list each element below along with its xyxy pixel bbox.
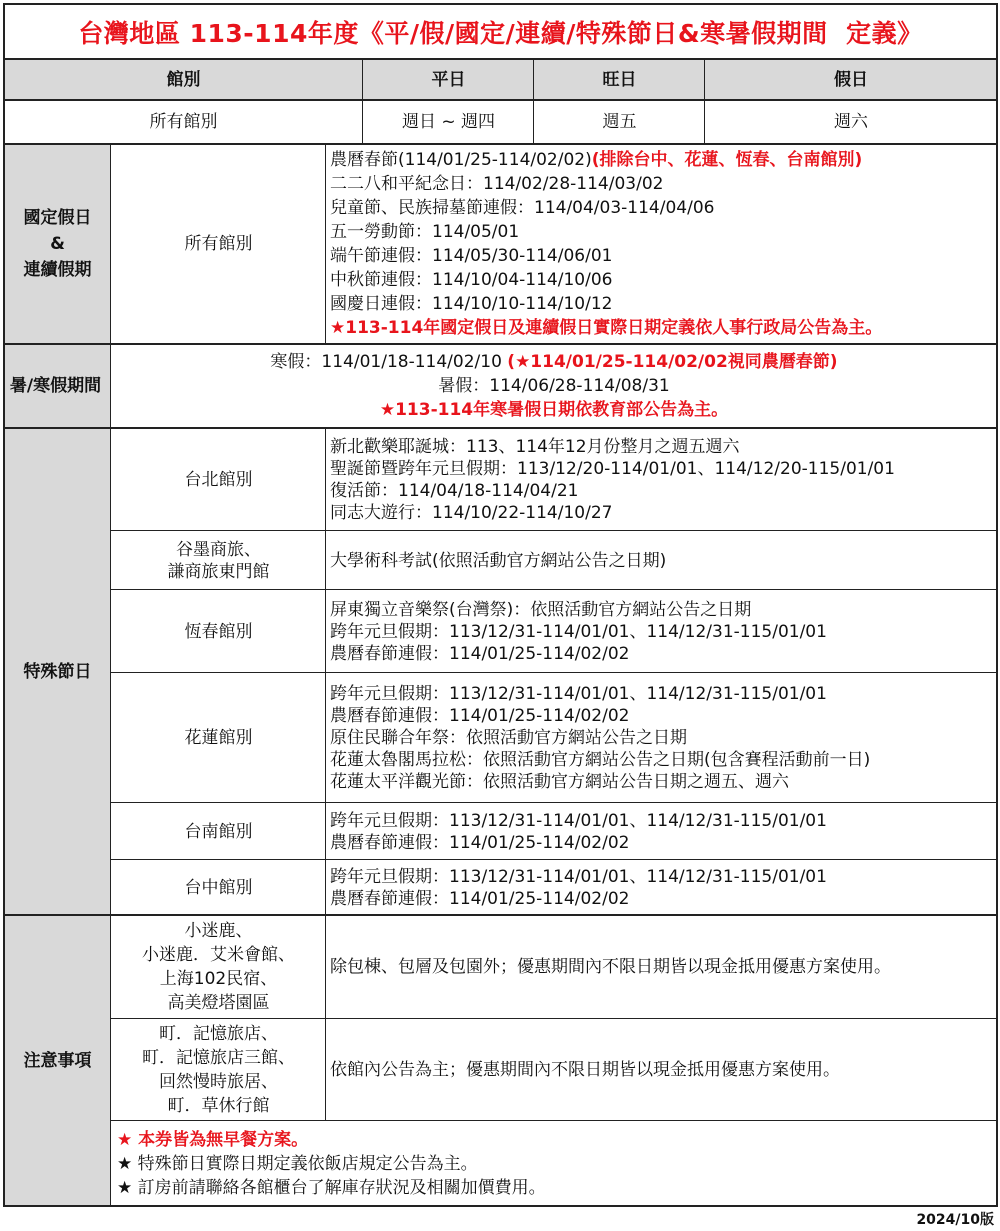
grid-line xyxy=(111,1018,998,1019)
notes-branch-line: 町．草休行館 xyxy=(167,1096,270,1116)
national-line: 國慶日連假：114/10/10-114/10/12 xyxy=(330,294,613,314)
special-line: 同志大遊行：114/10/22-114/10/27 xyxy=(330,502,613,523)
special-line: 農曆春節連假：114/01/25-114/02/02 xyxy=(330,832,630,853)
vacation-winter-line xyxy=(270,350,837,374)
grid-line xyxy=(110,144,111,1206)
special-line: 跨年元旦假期：113/12/31-114/01/01、114/12/31-115/01/01 xyxy=(330,621,827,642)
special-line: 花蓮太魯閣馬拉松：依照活動官方網站公告之日期(包含賽程活動前一日) xyxy=(330,750,871,770)
notes-text: 除包棟、包層及包園外；優惠期間內不限日期皆以現金抵用優惠方案使用。 xyxy=(330,957,891,977)
notes-branch-line: 回然慢時旅居、 xyxy=(159,1072,278,1092)
notes-branch-line: 上海102民宿、 xyxy=(159,969,278,989)
special-branch-taipei: 台北館別 xyxy=(184,469,253,490)
grid-line xyxy=(325,428,326,1121)
special-line: 新北歡樂耶誕城：113、114年12月份整月之週五週六 xyxy=(330,436,740,457)
all-branches-peak: 週五 xyxy=(602,112,637,132)
special-line: 跨年元旦假期：113/12/31-114/01/01、114/12/31-115/01/01 xyxy=(330,684,827,704)
header-peak: 旺日 xyxy=(602,69,637,90)
special-branch-tainan: 台南館別 xyxy=(184,821,253,842)
version-label: 2024/10版 xyxy=(916,1212,994,1228)
national-line: 端午節連假：114/05/30-114/06/01 xyxy=(330,246,613,266)
national-line-exclusion: (排除台中、花蓮、恆春、台南館別) xyxy=(591,150,863,170)
national-line: 五一勞動節：114/05/01 xyxy=(330,222,520,242)
special-line: 花蓮太平洋觀光節：依照活動官方網站公告日期之週五、週六 xyxy=(330,772,789,792)
special-list-tainan xyxy=(326,803,997,860)
special-branch-hengchun: 恆春館別 xyxy=(184,621,253,642)
special-branch-gumo xyxy=(111,531,326,590)
notes-text-group2 xyxy=(326,1019,997,1121)
special-list-taichung xyxy=(326,860,997,915)
special-branch-line: 謙商旅東門館 xyxy=(167,561,270,582)
notes-branch-line: 高美燈塔園區 xyxy=(167,993,270,1013)
vacation-detail xyxy=(111,344,997,428)
grid-line xyxy=(362,59,363,144)
special-line: 復活節：114/04/18-114/04/21 xyxy=(330,480,579,501)
special-line: 聖誕節暨跨年元旦假期：113/12/20-114/01/01、114/12/20-115/01/01 xyxy=(330,458,895,479)
grid-line xyxy=(111,672,998,673)
special-list-taipei xyxy=(326,428,997,531)
national-line xyxy=(330,148,997,172)
grid-line xyxy=(111,530,998,531)
header-weekday: 平日 xyxy=(431,69,466,90)
grid-line xyxy=(3,99,998,101)
national-line-text: 農曆春節(114/01/25-114/02/02) xyxy=(330,150,592,170)
grid-line xyxy=(111,1120,998,1121)
header-holiday: 假日 xyxy=(834,69,868,90)
grid-line xyxy=(325,144,326,344)
special-line: 原住民聯合年祭：依照活動官方網站公告之日期 xyxy=(330,728,687,748)
special-branch-hualien: 花蓮館別 xyxy=(184,728,253,748)
national-category-line: & xyxy=(50,234,65,254)
national-list xyxy=(326,148,997,340)
special-line: 農曆春節連假：114/01/25-114/02/02 xyxy=(330,888,630,909)
notes-branch-group2 xyxy=(111,1019,326,1121)
national-note: ★113-114年國定假日及連續假日實際日期定義依人事行政局公告為主。 xyxy=(330,318,883,338)
national-category-line: 連續假期 xyxy=(23,260,92,280)
special-line: 跨年元旦假期：113/12/31-114/01/01、114/12/31-115/01/01 xyxy=(330,866,827,887)
grid-line xyxy=(3,58,998,60)
notes-branch-line: 小迷鹿．艾米會館、 xyxy=(142,945,295,965)
special-list-gumo xyxy=(326,531,997,590)
grid-line xyxy=(533,59,534,144)
grid-line xyxy=(704,59,705,144)
vacation-summer: 暑假：114/06/28-114/08/31 xyxy=(438,376,670,396)
grid-line xyxy=(996,3,998,1207)
special-list-hualien xyxy=(326,673,997,803)
national-line: 中秋節連假：114/10/04-114/10/06 xyxy=(330,270,613,290)
notes-footer-line: ★ 特殊節日實際日期定義依飯店規定公告為主。 xyxy=(117,1153,478,1174)
notes-text-group1 xyxy=(326,915,997,1019)
special-line: 跨年元旦假期：113/12/31-114/01/01、114/12/31-115/01/01 xyxy=(330,810,827,831)
notes-footer xyxy=(111,1121,997,1206)
notes-text: 依館內公告為主；優惠期間內不限日期皆以現金抵用優惠方案使用。 xyxy=(330,1060,840,1080)
national-category xyxy=(4,144,111,344)
grid-line xyxy=(111,859,998,860)
grid-line xyxy=(111,589,998,590)
table-title-cell xyxy=(4,4,997,59)
all-branches-holiday: 週六 xyxy=(834,112,868,132)
grid-line xyxy=(3,343,998,345)
grid-line xyxy=(3,143,998,145)
special-line: 農曆春節連假：114/01/25-114/02/02 xyxy=(330,643,630,664)
all-branches-weekday: 週日 ~ 週四 xyxy=(401,112,496,132)
national-category-line: 國定假日 xyxy=(23,208,92,228)
special-line: 大學術科考試(依照活動官方網站公告之日期) xyxy=(330,550,667,571)
grid-line xyxy=(3,427,998,429)
header-branch: 館別 xyxy=(166,69,201,90)
special-list-hengchun xyxy=(326,590,997,673)
vacation-winter: 寒假：114/01/18-114/02/10 xyxy=(270,352,502,372)
special-branch-line: 谷墨商旅、 xyxy=(176,539,261,560)
notes-footer-line: ★ 訂房前請聯絡各館櫃台了解庫存狀況及相關加價費用。 xyxy=(117,1177,546,1198)
all-branches-label: 所有館別 xyxy=(149,112,218,132)
special-branch-taichung: 台中館別 xyxy=(184,877,253,898)
grid-line xyxy=(111,802,998,803)
page-title: 台灣地區 113-114年度《平/假/國定/連續/特殊節日&寒暑假期間 定義》 xyxy=(78,18,923,48)
notes-category: 注意事項 xyxy=(23,1050,92,1071)
grid-line xyxy=(3,3,5,1207)
notes-branch-line: 町．記憶旅店、 xyxy=(159,1024,278,1044)
grid-line xyxy=(3,914,998,916)
notes-footer-line: ★ 本券皆為無早餐方案。 xyxy=(117,1129,309,1150)
vacation-category: 暑/寒假期間 xyxy=(9,376,102,396)
vacation-note: ★113-114年寒暑假日期依教育部公告為主。 xyxy=(379,400,729,420)
grid-line xyxy=(3,1205,998,1207)
special-line: 農曆春節連假：114/01/25-114/02/02 xyxy=(330,706,630,726)
vacation-winter-note: (★114/01/25-114/02/02視同農曆春節) xyxy=(507,352,838,372)
notes-branch-group1 xyxy=(111,915,326,1019)
special-category: 特殊節日 xyxy=(23,661,92,682)
national-line: 兒童節、民族掃墓節連假：114/04/03-114/04/06 xyxy=(330,198,715,218)
special-line: 屏東獨立音樂祭(台灣祭)：依照活動官方網站公告之日期 xyxy=(330,599,752,620)
national-line: 二二八和平紀念日：114/02/28-114/03/02 xyxy=(330,174,664,194)
grid-line xyxy=(3,3,998,5)
notes-branch-line: 小迷鹿、 xyxy=(184,921,253,941)
national-branch: 所有館別 xyxy=(184,234,253,254)
notes-branch-line: 町．記憶旅店三館、 xyxy=(142,1048,295,1068)
